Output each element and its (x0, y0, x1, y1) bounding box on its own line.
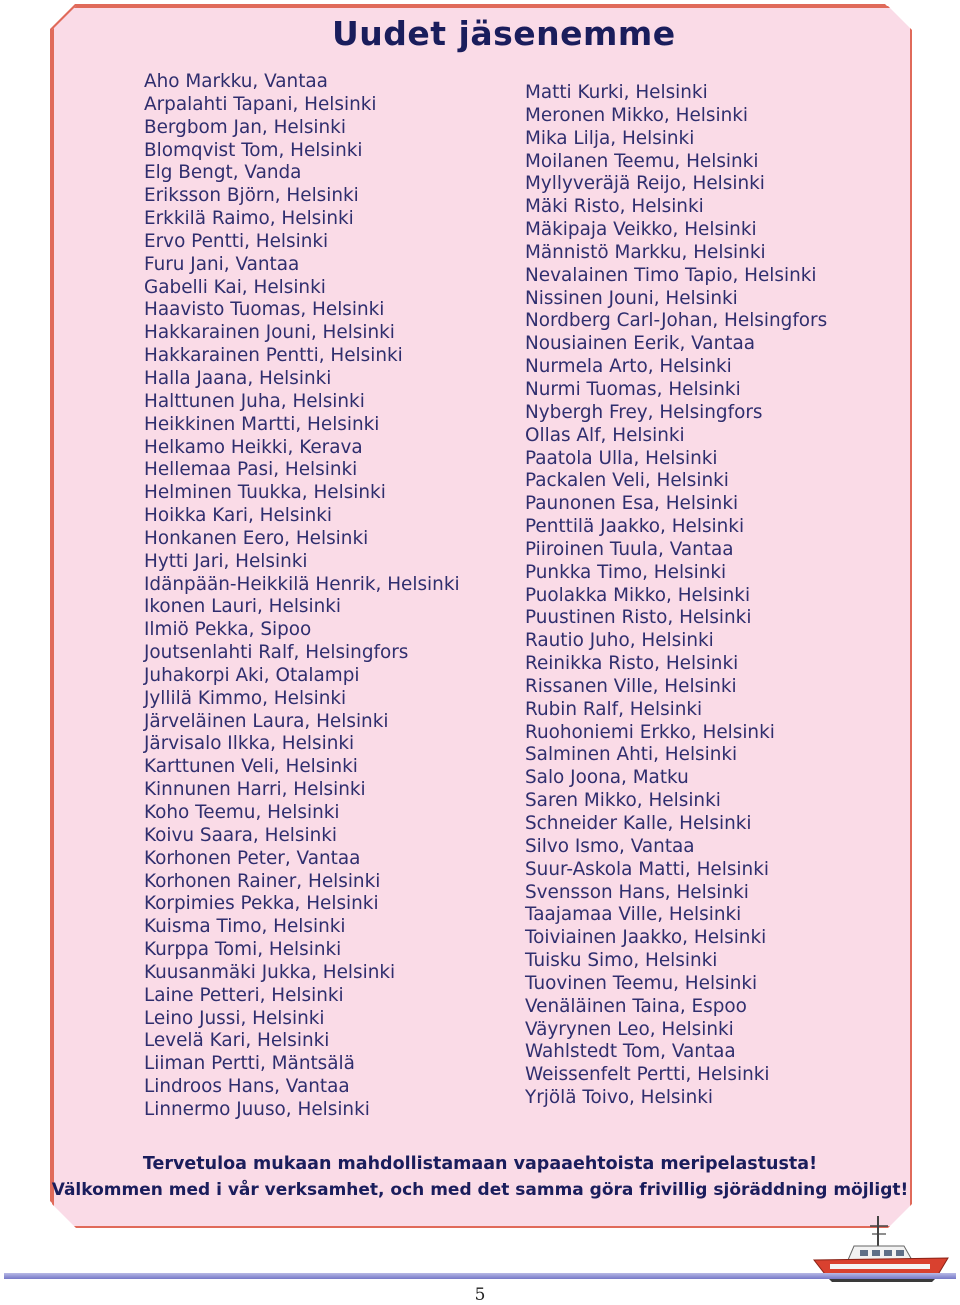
member-entry: Mäkipaja Veikko, Helsinki (525, 219, 757, 241)
member-entry: Nordberg Carl-Johan, Helsingfors (525, 310, 828, 332)
member-entry: Hakkarainen Jouni, Helsinki (144, 322, 395, 344)
member-entry: Haavisto Tuomas, Helsinki (144, 299, 385, 321)
member-entry: Halla Jaana, Helsinki (144, 367, 332, 389)
member-entry: Puustinen Risto, Helsinki (525, 607, 752, 629)
member-entry: Nissinen Jouni, Helsinki (525, 287, 738, 309)
member-entry: Männistö Markku, Helsinki (525, 241, 766, 263)
member-entry: Joutsenlahti Ralf, Helsingfors (144, 642, 409, 664)
member-entry: Koho Teemu, Helsinki (144, 802, 340, 823)
member-entry: Korpimies Pekka, Helsinki (144, 893, 379, 915)
member-entry: Bergbom Jan, Helsinki (144, 116, 346, 138)
member-entry: Kuisma Timo, Helsinki (144, 916, 346, 938)
member-entry: Saren Mikko, Helsinki (525, 790, 721, 812)
member-entry: Idänpään-Heikkilä Henrik, Helsinki (144, 573, 460, 595)
member-entry: Hytti Jari, Helsinki (144, 550, 308, 572)
member-entry: Reinikka Risto, Helsinki (525, 653, 739, 675)
member-list-right (525, 82, 827, 1110)
member-entry: Mika Lilja, Helsinki (525, 127, 695, 149)
member-entry: Rubin Ralf, Helsinki (525, 698, 703, 720)
member-entry: Korhonen Rainer, Helsinki (144, 870, 381, 892)
member-entry: Karttunen Veli, Helsinki (144, 756, 358, 778)
member-entry: Juhakorpi Aki, Otalampi (144, 664, 360, 686)
member-entry: Wahlstedt Tom, Vantaa (525, 1041, 736, 1063)
member-entry: Leino Jussi, Helsinki (144, 1007, 325, 1029)
member-entry: Levelä Kari, Helsinki (144, 1030, 330, 1052)
member-entry: Gabelli Kai, Helsinki (144, 276, 326, 298)
member-entry: Järvisalo Ilkka, Helsinki (144, 733, 355, 755)
member-entry: Blomqvist Tom, Helsinki (144, 139, 363, 161)
member-entry: Paunonen Esa, Helsinki (525, 493, 739, 515)
member-entry: Packalen Veli, Helsinki (525, 470, 729, 492)
member-entry: Moilanen Teemu, Helsinki (525, 150, 759, 172)
page-number: 5 (474, 1285, 486, 1305)
member-entry: Svensson Hans, Helsinki (525, 881, 749, 903)
member-entry: Salo Joona, Matku (525, 767, 689, 789)
member-entry: Halttunen Juha, Helsinki (144, 390, 365, 412)
member-entry: Nurmi Tuomas, Helsinki (525, 378, 741, 400)
member-entry: Ilmiö Pekka, Sipoo (144, 619, 312, 641)
member-entry: Rissanen Ville, Helsinki (525, 675, 737, 697)
member-entry: Nevalainen Timo Tapio, Helsinki (525, 264, 817, 286)
member-entry: Schneider Kalle, Helsinki (525, 813, 752, 834)
member-entry: Arpalahti Tapani, Helsinki (144, 93, 377, 115)
member-entry: Ollas Alf, Helsinki (525, 424, 685, 446)
member-entry: Mäki Risto, Helsinki (525, 196, 704, 218)
member-entry: Rautio Juho, Helsinki (525, 630, 714, 652)
footer-divider (4, 1273, 956, 1279)
member-entry: Kurppa Tomi, Helsinki (144, 939, 342, 961)
member-entry: Matti Kurki, Helsinki (525, 82, 708, 103)
member-entry: Kinnunen Harri, Helsinki (144, 779, 366, 801)
member-entry: Nybergh Frey, Helsingfors (525, 401, 763, 423)
member-entry: Venäläinen Taina, Espoo (525, 995, 747, 1017)
member-entry: Väyrynen Leo, Helsinki (525, 1018, 734, 1040)
member-list-left (144, 71, 460, 1122)
member-entry: Heikkinen Martti, Helsinki (144, 413, 380, 435)
member-entry: Elg Bengt, Vanda (144, 162, 302, 184)
member-entry: Punkka Timo, Helsinki (525, 561, 727, 583)
member-entry: Meronen Mikko, Helsinki (525, 104, 748, 126)
member-entry: Suur-Askola Matti, Helsinki (525, 858, 769, 880)
member-entry: Honkanen Eero, Helsinki (144, 527, 369, 549)
member-entry: Hoikka Kari, Helsinki (144, 505, 333, 527)
member-entry: Taajamaa Ville, Helsinki (525, 904, 742, 926)
member-entry: Helminen Tuukka, Helsinki (144, 482, 386, 504)
member-entry: Nurmela Arto, Helsinki (525, 356, 732, 378)
member-entry: Järveläinen Laura, Helsinki (144, 710, 389, 732)
member-entry: Jyllilä Kimmo, Helsinki (144, 687, 347, 709)
member-entry: Korhonen Peter, Vantaa (144, 847, 361, 869)
member-entry: Linnermo Juuso, Helsinki (144, 1098, 370, 1120)
member-entry: Kuusanmäki Jukka, Helsinki (144, 961, 396, 983)
member-entry: Tuisku Simo, Helsinki (525, 950, 718, 972)
member-entry: Hakkarainen Pentti, Helsinki (144, 345, 403, 367)
member-entry: Penttilä Jaakko, Helsinki (525, 516, 745, 538)
member-entry: Laine Petteri, Helsinki (144, 984, 344, 1006)
member-entry: Puolakka Mikko, Helsinki (525, 584, 751, 606)
member-entry: Eriksson Björn, Helsinki (144, 185, 359, 207)
welcome-message-swedish: Välkommen med i vår verksamhet, och med det samma göra frivillig sjöräddning möjligt! (51, 1180, 909, 1200)
member-entry: Toiviainen Jaakko, Helsinki (525, 927, 767, 949)
welcome-message-finnish: Tervetuloa mukaan mahdollistamaan vapaaehtoista meripelastusta! (142, 1154, 818, 1174)
page-title: Uudet jäsenemme (332, 14, 676, 53)
member-entry: Ruohoniemi Erkko, Helsinki (525, 721, 775, 743)
member-entry: Myllyveräjä Reijo, Helsinki (525, 173, 765, 195)
member-entry: Paatola Ulla, Helsinki (525, 447, 718, 469)
member-entry: Furu Jani, Vantaa (144, 253, 300, 275)
member-entry: Koivu Saara, Helsinki (144, 824, 337, 846)
member-entry: Piiroinen Tuula, Vantaa (525, 538, 734, 560)
member-entry: Silvo Ismo, Vantaa (525, 835, 695, 857)
member-entry: Weissenfelt Pertti, Helsinki (525, 1064, 770, 1086)
member-entry: Salminen Ahti, Helsinki (525, 744, 738, 766)
member-entry: Ervo Pentti, Helsinki (144, 230, 329, 252)
member-entry: Yrjölä Toivo, Helsinki (525, 1087, 714, 1109)
member-entry: Erkkilä Raimo, Helsinki (144, 208, 354, 230)
member-entry: Helkamo Heikki, Kerava (144, 436, 363, 458)
member-entry: Hellemaa Pasi, Helsinki (144, 459, 358, 481)
member-entry: Ikonen Lauri, Helsinki (144, 596, 342, 618)
member-entry: Aho Markku, Vantaa (144, 71, 328, 92)
member-entry: Tuovinen Teemu, Helsinki (525, 972, 758, 994)
member-entry: Liiman Pertti, Mäntsälä (144, 1053, 355, 1075)
member-entry: Lindroos Hans, Vantaa (144, 1076, 350, 1098)
member-entry: Nousiainen Eerik, Vantaa (525, 333, 755, 355)
